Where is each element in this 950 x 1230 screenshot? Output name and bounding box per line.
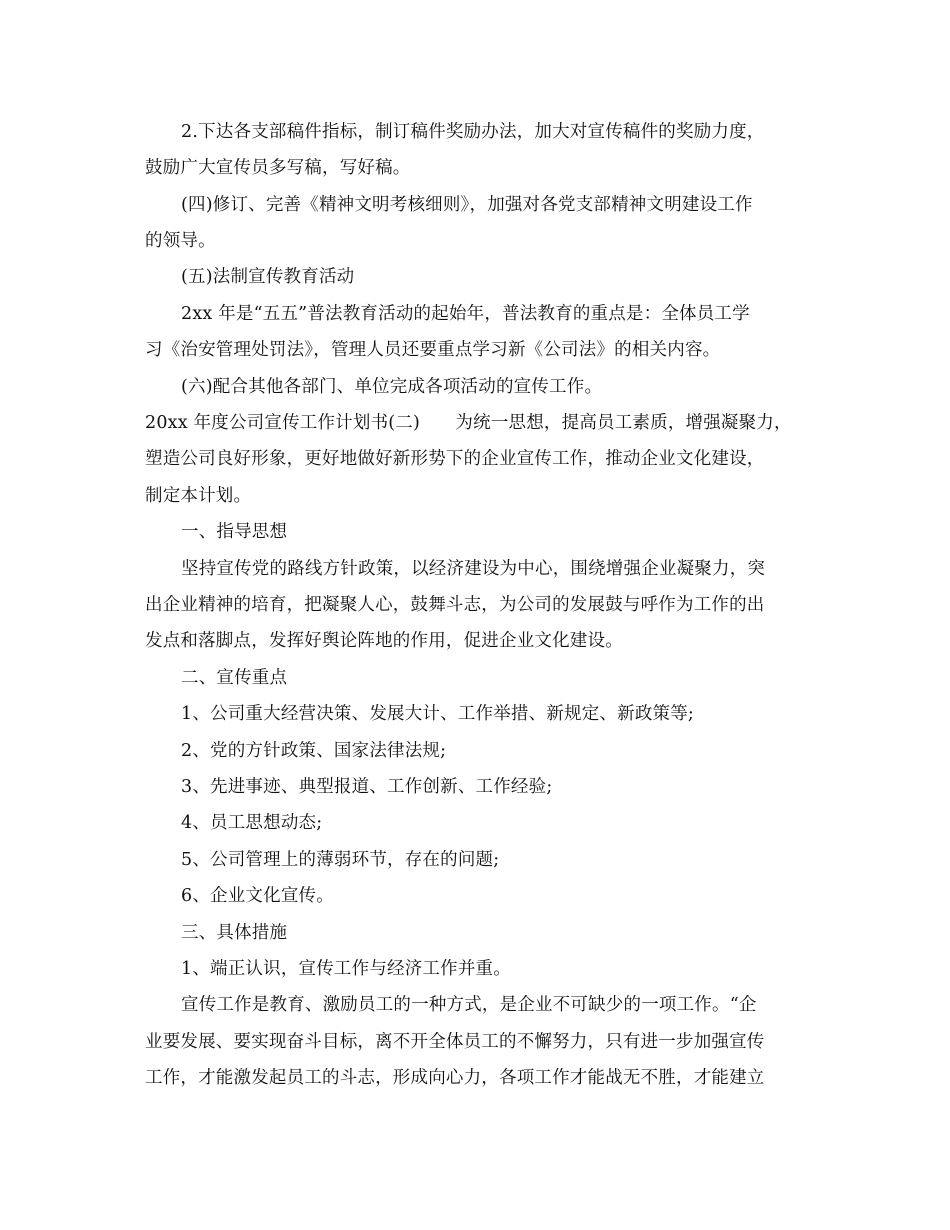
paragraph-line: 2.下达各支部稿件指标，制订稿件奖励办法，加大对宣传稿件的奖励力度， [181, 122, 765, 142]
paragraph-line: (四)修订、完善《精神文明考核细则》，加强对各党支部精神文明建设工作 [181, 195, 753, 215]
paragraph-line: 发点和落脚点，发挥好舆论阵地的作用，促进企业文化建设。 [145, 631, 623, 651]
paragraph-line: 制定本计划。 [145, 486, 252, 506]
document-title-line: 20xx 年度公司宣传工作计划书(二) 为统一思想，提高员工素质，增强凝聚力， [145, 413, 792, 433]
paragraph-line: 坚持宣传党的路线方针政策，以经济建设为中心，围绕增强企业凝聚力，突 [181, 559, 766, 579]
list-item: 3、先进事迹、典型报道、工作创新、工作经验; [181, 777, 553, 797]
list-item: 2、党的方针政策、国家法律法规; [181, 741, 447, 761]
paragraph-line: 宣传工作是教育、激励员工的一种方式，是企业不可缺少的一项工作。“企 [181, 995, 757, 1015]
list-item: 5、公司管理上的薄弱环节，存在的问题; [181, 850, 500, 870]
paragraph-line: 鼓励广大宣传员多写稿，写好稿。 [145, 158, 411, 178]
paragraph-line: 塑造公司良好形象，更好地做好新形势下的企业宣传工作，推动企业文化建设， [145, 449, 765, 469]
paragraph-line: (六)配合其他各部门、单位完成各项活动的宣传工作。 [181, 377, 603, 397]
list-item: 4、员工思想动态; [181, 813, 323, 833]
paragraph-line: 习《治安管理处罚法》，管理人员还要重点学习新《公司法》的相关内容。 [145, 340, 721, 360]
paragraph-line: 1、端正认识，宣传工作与经济工作并重。 [181, 959, 511, 979]
paragraph-line: 工作，才能激发起员工的斗志，形成向心力，各项工作才能战无不胜，才能建立 [145, 1068, 765, 1088]
list-item: 6、企业文化宣传。 [181, 886, 334, 906]
paragraph-line: 出企业精神的培育，把凝聚人心，鼓舞斗志，为公司的发展鼓与呼作为工作的出 [145, 595, 765, 615]
paragraph-line: 业要发展、要实现奋斗目标，离不开全体员工的不懈努力，只有进一步加强宣传 [145, 1032, 765, 1052]
list-item: 1、公司重大经营决策、发展大计、工作举措、新规定、新政策等; [181, 704, 695, 724]
paragraph-line: 2xx 年是“五五”普法教育活动的起始年，普法教育的重点是：全体员工学 [181, 304, 750, 324]
section-heading: 三、具体措施 [181, 923, 288, 943]
section-heading: 二、宣传重点 [181, 668, 288, 688]
paragraph-line: 的领导。 [145, 231, 216, 251]
section-heading: (五)法制宣传教育活动 [181, 267, 355, 287]
section-heading: 一、指导思想 [181, 522, 288, 542]
